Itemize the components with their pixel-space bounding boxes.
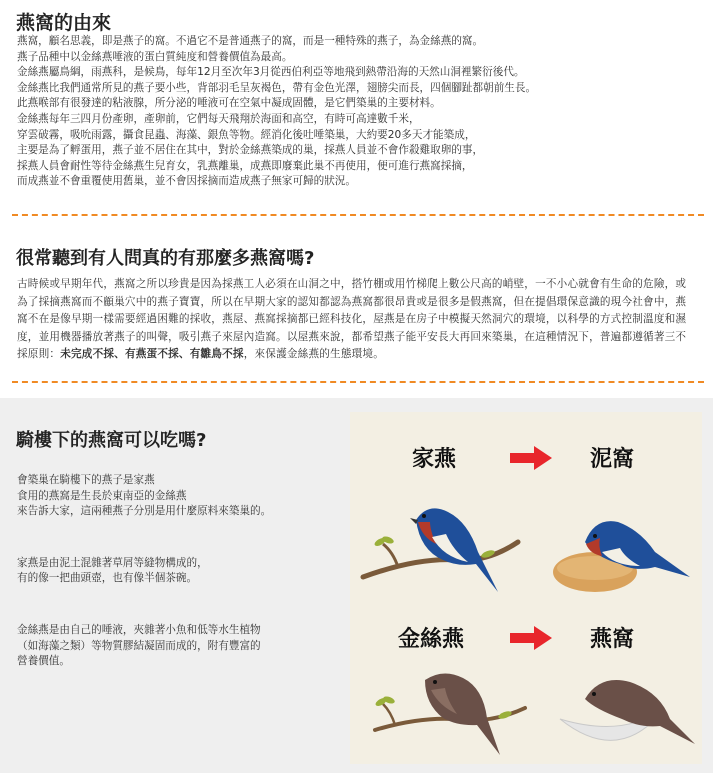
arrow-right-icon [510,626,552,650]
origin-line: 採燕人員會耐性等待金絲燕生兒育女，乳燕離巢，成燕即廢棄此巢不再使用，便可進行燕窩採摘， [17,159,473,172]
section-origin [0,0,713,210]
swallow-nest-illustration [350,412,702,764]
origin-line: 金絲燕比我們通常所見的燕子要小些，背部羽毛呈灰褐色，帶有金色光澤，翅膀尖而長，四個腳趾都朝前生長。 [17,81,537,94]
swiftlet-on-branch-icon [365,660,530,760]
arcade-text [17,461,337,682]
section-title-question: 很常聽到有人問真的有那麼多燕窩嗎? [16,248,315,269]
label-birds-nest: 燕窩 [590,627,635,652]
section-arcade-nests [0,398,713,773]
arcade-line: 來告訴大家，這兩種燕子分別是用什麼原料來築巢的。 [17,505,272,518]
arcade-line: 有的像一把曲頭壺，也有像半個茶碗。 [17,572,198,585]
origin-text [17,34,707,190]
arcade-line: 營養價值。 [17,655,70,668]
origin-line: 金絲燕屬鳥綱，雨燕科，是候鳥，每年12月至次年3月從西伯利亞等地飛到熱帶沿海的天然山洞裡繁衍後代。 [17,66,525,79]
label-swiftlet: 金絲燕 [398,627,465,652]
arcade-line: 食用的燕窩是生長於東南亞的金絲燕 [17,489,187,502]
section-title-origin: 燕窩的由來 [16,12,112,34]
section-divider [12,381,704,383]
arcade-line: 會築巢在騎樓下的燕子是家燕 [17,474,155,486]
origin-line: 此燕喉部有很發達的粘液腺，所分泌的唾液可在空氣中凝成固體，是它們築巢的主要材料。 [17,97,441,110]
section-title-arcade: 騎樓下的燕窩可以吃嗎? [16,430,207,451]
section-question [0,236,713,386]
house-swallow-mud-nest-icon [540,492,695,602]
arcade-line: 家燕是由泥土混雜著草屑等縫物構成的， [17,556,208,569]
origin-line: 穿雲破霧，吸吮雨露，攝食昆蟲、海藻、銀魚等物。經消化後吐唾築巢，大約要20多天才能築成， [17,128,476,141]
swiftlet-white-nest-icon [550,664,700,759]
question-body: 古時候或早期年代，燕窩之所以珍貴是因為採燕工人必須在山洞之中，搭竹棚或用竹梯爬上數公尺高的峭壁，一不小心就會有生命的危險，或為了採摘燕窩而不顧巢穴中的燕子寶寶，所以在早期大家的認知都認為燕窩都很昂貴或是很多是假燕窩，但在提倡環保意識的現今社會中，燕窩不在是像早期一樣需要經過困難的採收，燕屋、燕窩採摘都已經科技化，屋燕是在房子中模擬天然洞穴的環境，以科學的方式控制溫度和濕度，並用機器播放著燕子的叫聲，吸引燕子來屋內造窩。以屋燕來說，都希望燕子能平安長大再回來築巢，在這種情況下，普遍都遵循著三不採原則： [17,278,687,361]
section-divider [12,214,704,216]
three-no-pick-rule: 未完成不採、有燕蛋不採、有雛鳥不採 [60,348,244,361]
origin-line: 金絲燕每年三四月份產卵，產卵前，它們每天飛翔於海面和高空，有時可高達數千米， [17,112,420,125]
question-ending: ，來保護金絲燕的生態環境。 [243,348,385,361]
origin-line: 燕窩，顧名思義，即是燕子的窩。不過它不是普通燕子的窩，而是一種特殊的燕子，為金絲燕的窩。 [17,35,484,47]
origin-line: 主要是為了孵蛋用，燕子並不居住在其中，對於金絲燕築成的巢，採燕人員並不會作殺雞取卵的事， [17,144,484,157]
question-paragraph [17,276,693,364]
arcade-line: （如海藻之類）等物質膠結凝固而成的，附有豐富的 [17,639,261,652]
label-house-swallow: 家燕 [412,447,457,472]
origin-line: 燕子品種中以金絲燕唾液的蛋白質純度和營養價值為最高。 [17,50,293,63]
label-mud-nest: 泥窩 [590,447,635,472]
origin-line: 而成燕並不會重覆使用舊巢，並不會因採摘而造成燕子無家可歸的狀況。 [17,175,356,188]
arrow-right-icon [510,446,552,470]
arcade-line: 金絲燕是由自己的唾液，夾雜著小魚和低等水生植物 [17,623,261,636]
house-swallow-on-branch-icon [358,482,523,602]
